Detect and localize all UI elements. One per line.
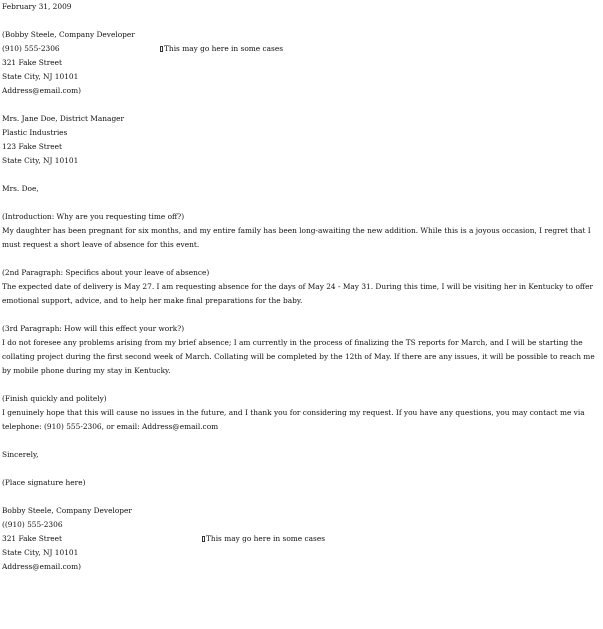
spacer: [2, 490, 602, 504]
placeholder-box-icon: [160, 46, 163, 52]
sender-phone-row: [2, 42, 602, 56]
sender-city: State City, NJ 10101: [2, 72, 79, 81]
letter-document: [2, 0, 602, 574]
spacer: [2, 196, 602, 210]
sender-block-top: [2, 28, 602, 98]
sender-name: (Bobby Steele, Company Developer: [2, 30, 135, 39]
side-note: [160, 42, 283, 56]
sender-block-bottom: [2, 504, 602, 574]
recipient-company: Plastic Industries: [2, 128, 68, 137]
closing: Sincerely,: [2, 450, 39, 459]
side-note: [202, 532, 325, 546]
spacer: [2, 252, 602, 266]
paragraph-specifics: [2, 266, 602, 308]
side-note-text: This may go here in some cases: [164, 44, 284, 53]
recipient-block: [2, 112, 602, 168]
sender-phone: ((910) 555-2306: [2, 520, 63, 529]
spacer: [2, 14, 602, 28]
paragraph-body: My daughter has been pregnant for six months, and my entire family has been long-awaiting the new addition. While this is a joyous occasion, I regret that I must request a short leave of absence for this event.: [2, 226, 591, 249]
paragraph-heading: (3rd Paragraph: How will this effect your work?): [2, 324, 185, 333]
spacer: [2, 378, 602, 392]
sender-street-row: [2, 532, 602, 546]
paragraph-heading: (2nd Paragraph: Specifics about your leave of absence): [2, 268, 210, 277]
sender-email: Address@email.com): [2, 562, 82, 571]
paragraph-body: I genuinely hope that this will cause no issues in the future, and I thank you for considering my request. If you have any questions, you may contact me via telephone: (910) 555-2306, or email: Address@email.com: [2, 408, 585, 431]
side-note-text: This may go here in some cases: [206, 534, 326, 543]
sender-phone: (910) 555-2306: [2, 44, 60, 53]
spacer: [2, 168, 602, 182]
spacer: [2, 308, 602, 322]
letter-date: February 31, 2009: [2, 2, 72, 11]
paragraph-body: The expected date of delivery is May 27. I am requesting absence for the days of May 24 - May 31. During this time, I will be visiting her in Kentucky to offer emotional support, advice, and to help her make final preparations for the baby.: [2, 282, 594, 305]
paragraph-heading: (Finish quickly and politely): [2, 394, 107, 403]
paragraph-intro: [2, 210, 602, 252]
salutation: Mrs. Doe,: [2, 184, 39, 193]
spacer: [2, 98, 602, 112]
sender-street: 321 Fake Street: [2, 534, 62, 543]
recipient-street: 123 Fake Street: [2, 142, 62, 151]
recipient-city: State City, NJ 10101: [2, 156, 79, 165]
recipient-name: Mrs. Jane Doe, District Manager: [2, 114, 125, 123]
paragraph-body: I do not foresee any problems arising from my brief absence; I am currently in the process of finalizing the TS reports for March, and I will be starting the collating project during the first second week of March. Collating will be completed by the 12th of May. If there are any issues, it will be possible to reach me by mobile phone during my stay in Kentucky.: [2, 338, 595, 375]
placeholder-box-icon: [202, 536, 205, 542]
paragraph-finish: [2, 392, 602, 434]
signature-placeholder: (Place signature here): [2, 478, 86, 487]
sender-city: State City, NJ 10101: [2, 548, 79, 557]
spacer: [2, 462, 602, 476]
paragraph-heading: (Introduction: Why are you requesting time off?): [2, 212, 185, 221]
paragraph-work-effect: [2, 322, 602, 378]
sender-email: Address@email.com): [2, 86, 82, 95]
sender-street: 321 Fake Street: [2, 58, 62, 67]
spacer: [2, 434, 602, 448]
sender-name: Bobby Steele, Company Developer: [2, 506, 132, 515]
